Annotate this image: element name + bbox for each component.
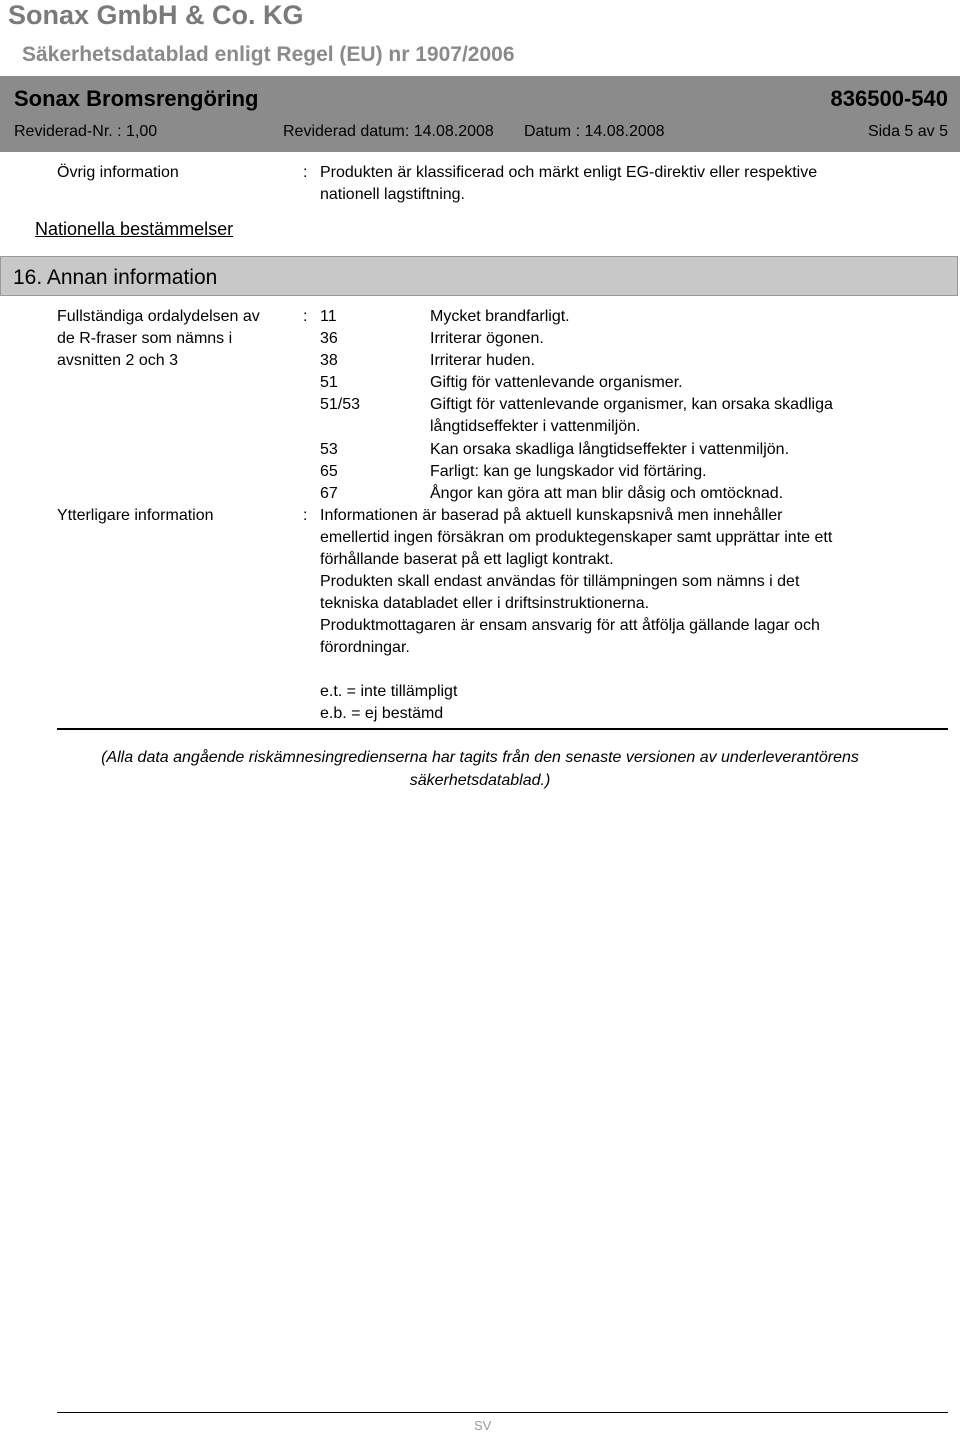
abbreviation-nd: e.b. = ej bestämd	[320, 705, 444, 722]
further-info-line: Produkten skall endast användas för tillämpningen som nämns i det	[320, 573, 800, 590]
further-info-line: Produktmottagaren är ensam ansvarig för att åtfölja gällande lagar och	[320, 617, 820, 634]
other-info-colon: :	[303, 164, 308, 181]
other-info-label: Övrig information	[57, 164, 179, 181]
product-name: Sonax Bromsrengöring	[14, 86, 259, 111]
rphrase-code: 51/53	[320, 396, 361, 413]
rphrase-text: Giftigt för vattenlevande organismer, kan orsaka skadliga	[430, 396, 833, 413]
rphrases-label-line-3: avsnitten 2 och 3	[57, 352, 178, 369]
page-number: Sida 5 av 5	[867, 123, 948, 140]
rphrase-text: Farligt: kan ge lungskador vid förtäring.	[430, 463, 707, 480]
language-code: SV	[474, 1418, 492, 1433]
further-info-line: tekniska databladet eller i driftsinstruktionerna.	[320, 595, 650, 612]
revision-number: Reviderad-Nr. : 1,00	[14, 123, 158, 140]
product-number: 836500-540	[830, 86, 948, 111]
rphrases-label-line-2: de R-fraser som nämns i	[57, 330, 233, 347]
other-info-line-2: nationell lagstiftning.	[320, 186, 465, 203]
footnote-line-2: säkerhetsdatablad.)	[409, 772, 551, 789]
further-info-line: förordningar.	[320, 639, 410, 656]
document-date: Datum : 14.08.2008	[524, 123, 665, 140]
rphrase-text: Kan orsaka skadliga långtidseffekter i vattenmiljön.	[430, 441, 790, 458]
rphrase-code: 36	[320, 330, 338, 347]
rphrases-label-line-1: Fullständiga ordalydelsen av	[57, 308, 260, 325]
section-16-header	[0, 256, 958, 296]
further-info-line: Informationen är baserad på aktuell kunskapsnivå men innehåller	[320, 507, 783, 524]
rphrases-colon: :	[303, 308, 308, 325]
further-info-line: förhållande baserat på ett lagligt kontrakt.	[320, 551, 614, 568]
supplier-footnote	[40, 746, 920, 792]
national-regulations-heading: Nationella bestämmelser	[35, 219, 234, 239]
rphrase-text: Mycket brandfarligt.	[430, 308, 570, 325]
rphrase-text: Ångor kan göra att man blir dåsig och omtöcknad.	[430, 485, 784, 502]
rphrase-code: 38	[320, 352, 338, 369]
rphrase-text: långtidseffekter i vattenmiljön.	[430, 418, 641, 435]
revision-date: Reviderad datum: 14.08.2008	[283, 123, 494, 140]
footnote-line-1: (Alla data angående riskämnesingredienserna har tagits från den senaste versionen av underleverantörens	[101, 749, 859, 766]
company-name: Sonax GmbH & Co. KG	[8, 0, 304, 30]
rphrase-text: Giftig för vattenlevande organismer.	[430, 374, 683, 391]
rphrase-text: Irriterar ögonen.	[430, 330, 544, 347]
rphrase-code: 53	[320, 441, 338, 458]
rphrase-code: 67	[320, 485, 338, 502]
footer-divider	[57, 1412, 948, 1413]
rphrase-code: 65	[320, 463, 338, 480]
further-info-line: emellertid ingen försäkran om produktegenskaper samt upprättar inte ett	[320, 529, 833, 546]
regulation-title: Säkerhetsdatablad enligt Regel (EU) nr 1907/2006	[22, 43, 515, 66]
rphrase-code: 51	[320, 374, 338, 391]
other-info-line-1: Produkten är klassificerad och märkt enligt EG-direktiv eller respektive	[320, 164, 818, 181]
section-divider	[57, 728, 948, 730]
rphrase-text: Irriterar huden.	[430, 352, 535, 369]
abbreviation-na: e.t. = inte tillämpligt	[320, 683, 458, 700]
section-16-title: 16. Annan information	[13, 266, 218, 289]
rphrase-code: 11	[320, 308, 337, 325]
further-info-colon: :	[303, 507, 308, 524]
further-info-label: Ytterligare information	[57, 507, 214, 524]
